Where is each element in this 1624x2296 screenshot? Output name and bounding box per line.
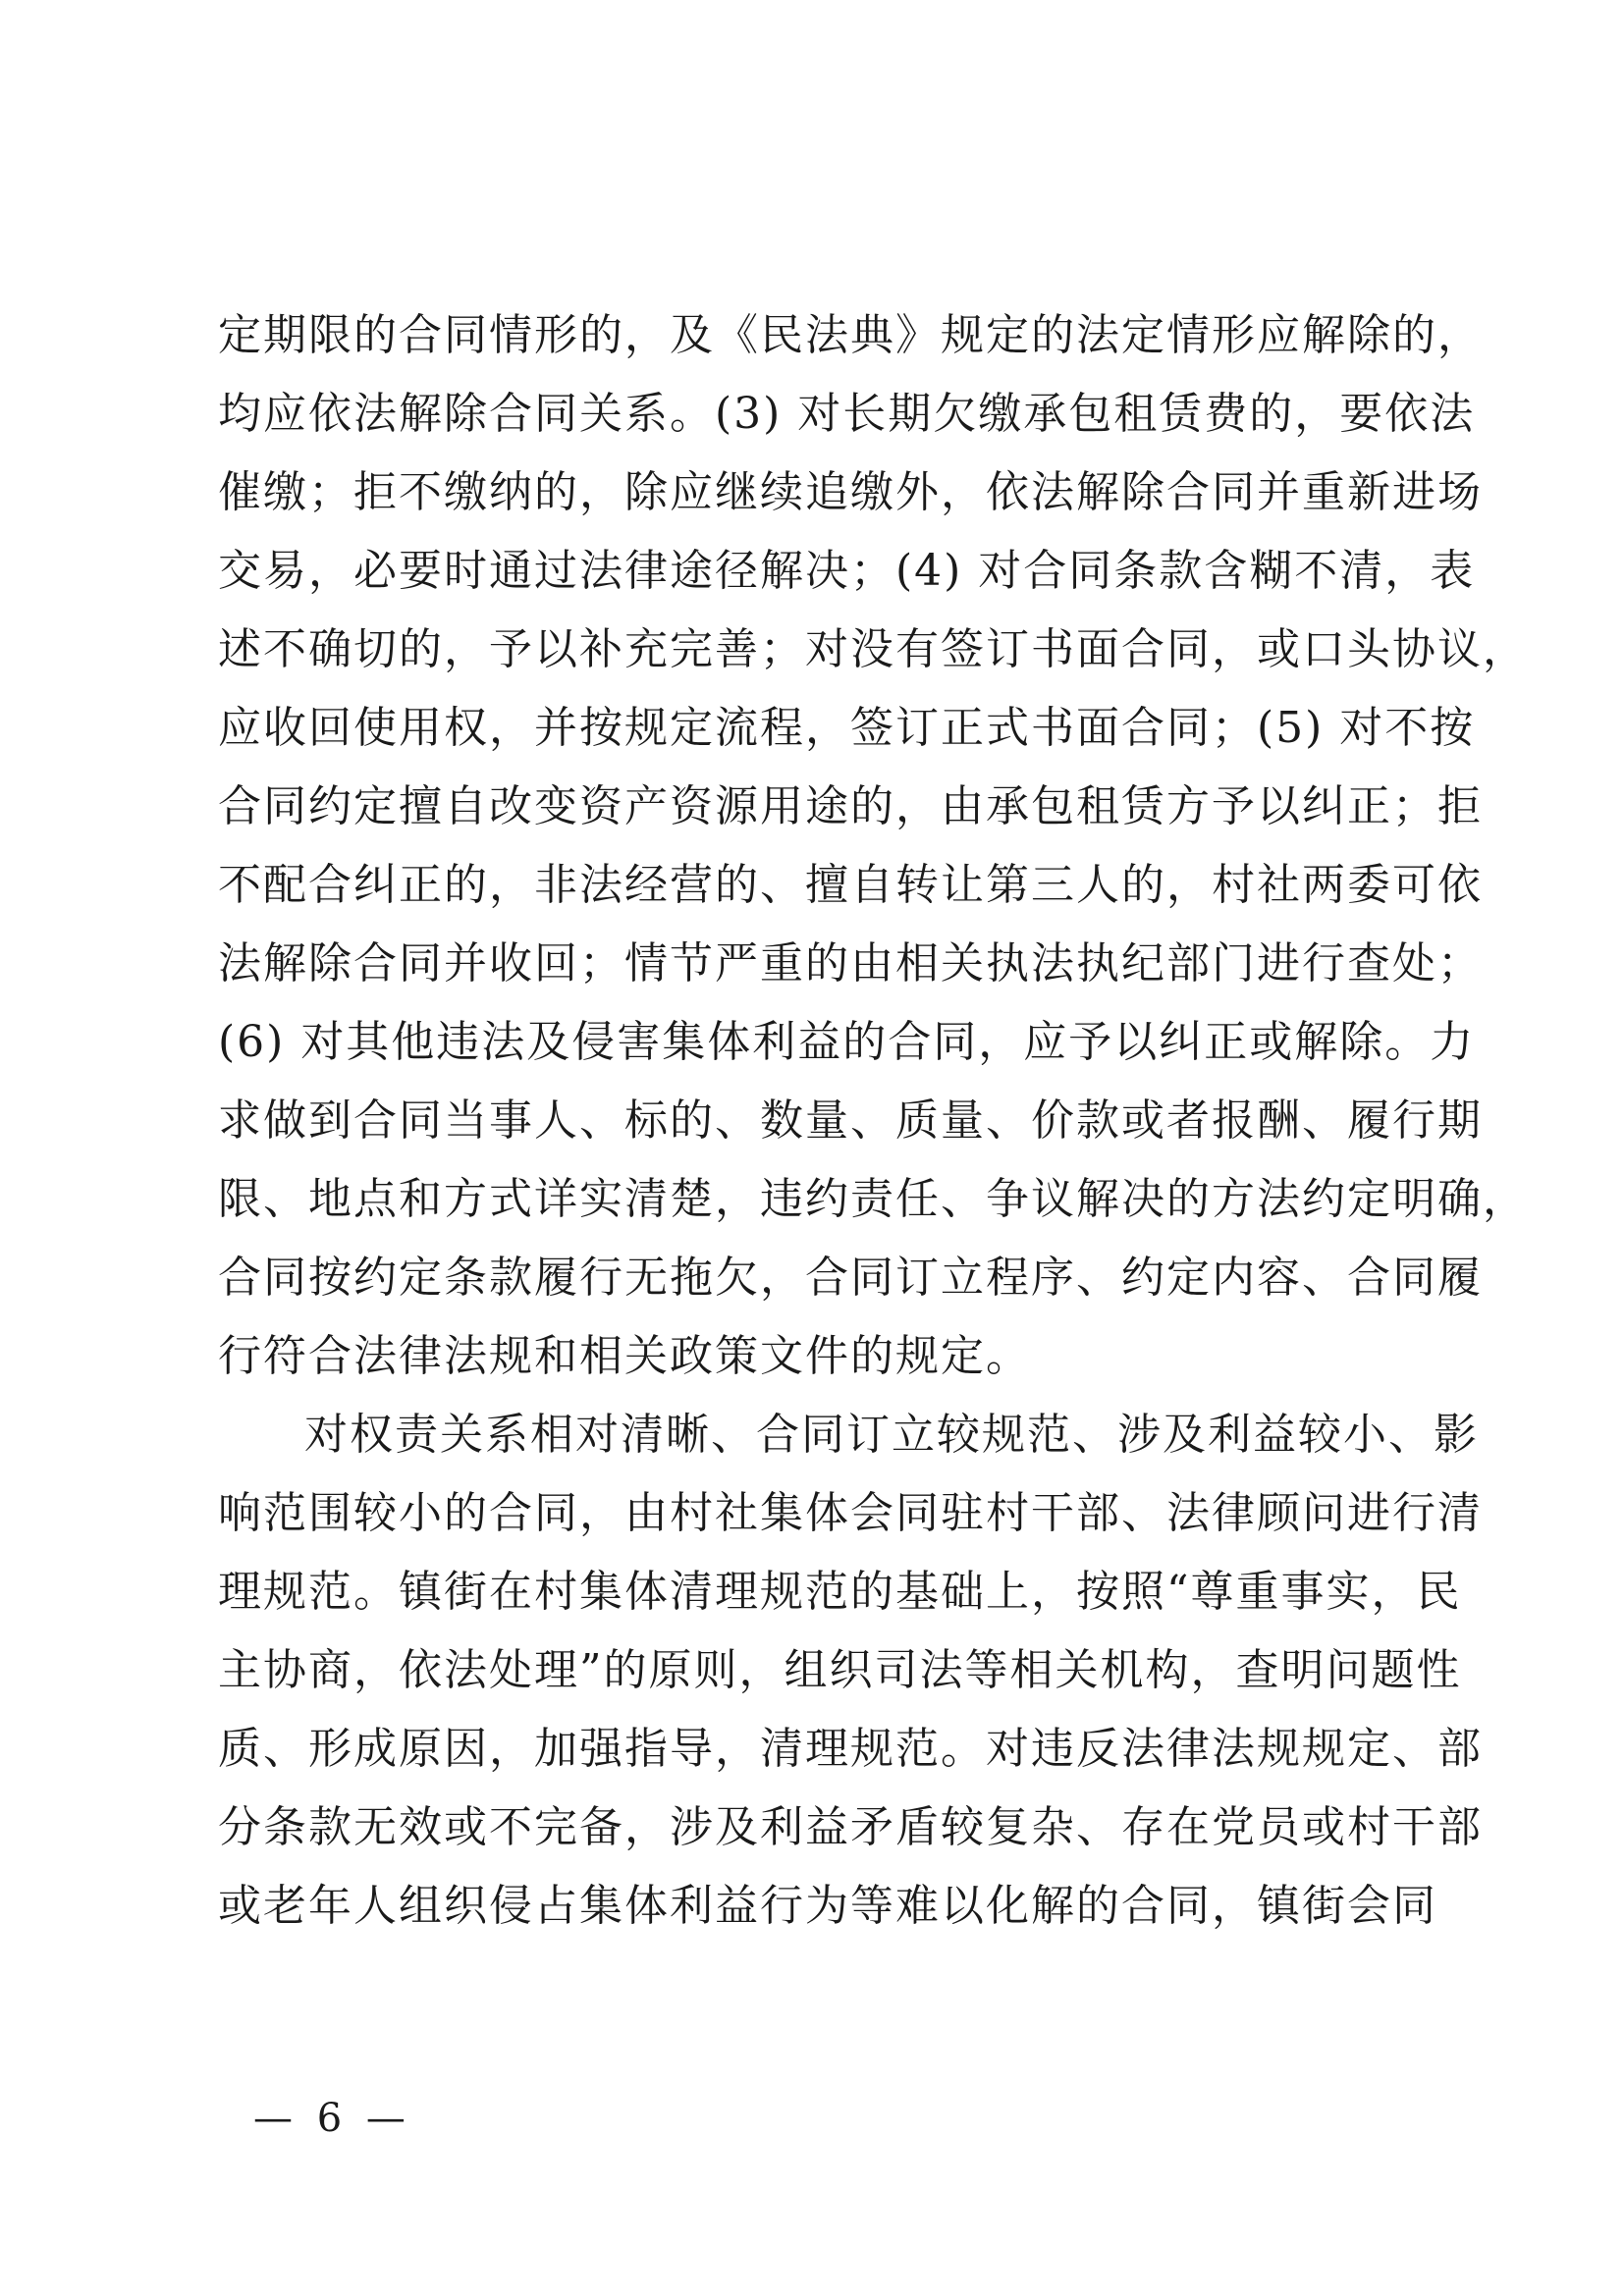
body-text-line: 分条款无效或不完备，涉及利益矛盾较复杂、存在党员或村干部 [218,1802,1483,1852]
body-text-line: 响范围较小的合同，由村社集体会同驻村干部、法律顾问进行清 [218,1488,1483,1538]
body-text-line: 理规范。镇街在村集体清理规范的基础上，按照“尊重事实，民 [218,1567,1462,1617]
body-text-line: 合同约定擅自改变资产资源用途的，由承包租赁方予以纠正；拒 [218,781,1483,831]
body-text-line: 或老年人组织侵占集体利益行为等难以化解的合同，镇街会同 [218,1881,1437,1931]
body-text-line: 求做到合同当事人、标的、数量、质量、价款或者报酬、履行期 [218,1095,1483,1146]
body-text-line: 不配合纠正的，非法经营的、擅自转让第三人的，村社两委可依 [218,860,1483,910]
body-text-line: 限、地点和方式详实清楚，违约责任、争议解决的方法约定明确， [218,1174,1528,1224]
body-text-line: 行符合法律法规和相关政策文件的规定。 [218,1331,1031,1381]
body-text-line: 法解除合同并收回；情节严重的由相关执法执纪部门进行查处； [218,938,1483,988]
body-text-line: 述不确切的，予以补充完善；对没有签订书面合同，或口头协议， [218,624,1528,674]
page-number: — 6 — [253,2096,411,2141]
body-text-line: 定期限的合同情形的，及《民法典》规定的法定情形应解除的， [218,310,1483,360]
body-text-line: 合同按约定条款履行无拖欠，合同订立程序、约定内容、合同履 [218,1253,1483,1303]
body-text-line: 交易，必要时通过法律途径解决；(4) 对合同条款含糊不清，表 [218,546,1476,596]
paragraph-first-line: 对权责关系相对清晰、合同订立较规范、涉及利益较小、影 [304,1410,1479,1460]
body-text-line: (6) 对其他违法及侵害集体利益的合同，应予以纠正或解除。力 [218,1017,1476,1067]
body-text-line: 应收回使用权，并按规定流程，签订正式书面合同；(5) 对不按 [218,703,1476,753]
body-text-line: 催缴；拒不缴纳的，除应继续追缴外，依法解除合同并重新进场 [218,467,1483,517]
body-text-line: 均应依法解除合同关系。(3) 对长期欠缴承包租赁费的，要依法 [218,389,1476,439]
body-text-line: 主协商，依法处理”的原则，组织司法等相关机构，查明问题性 [218,1645,1462,1695]
body-text-line: 质、形成原因，加强指导，清理规范。对违反法律法规规定、部 [218,1724,1483,1774]
